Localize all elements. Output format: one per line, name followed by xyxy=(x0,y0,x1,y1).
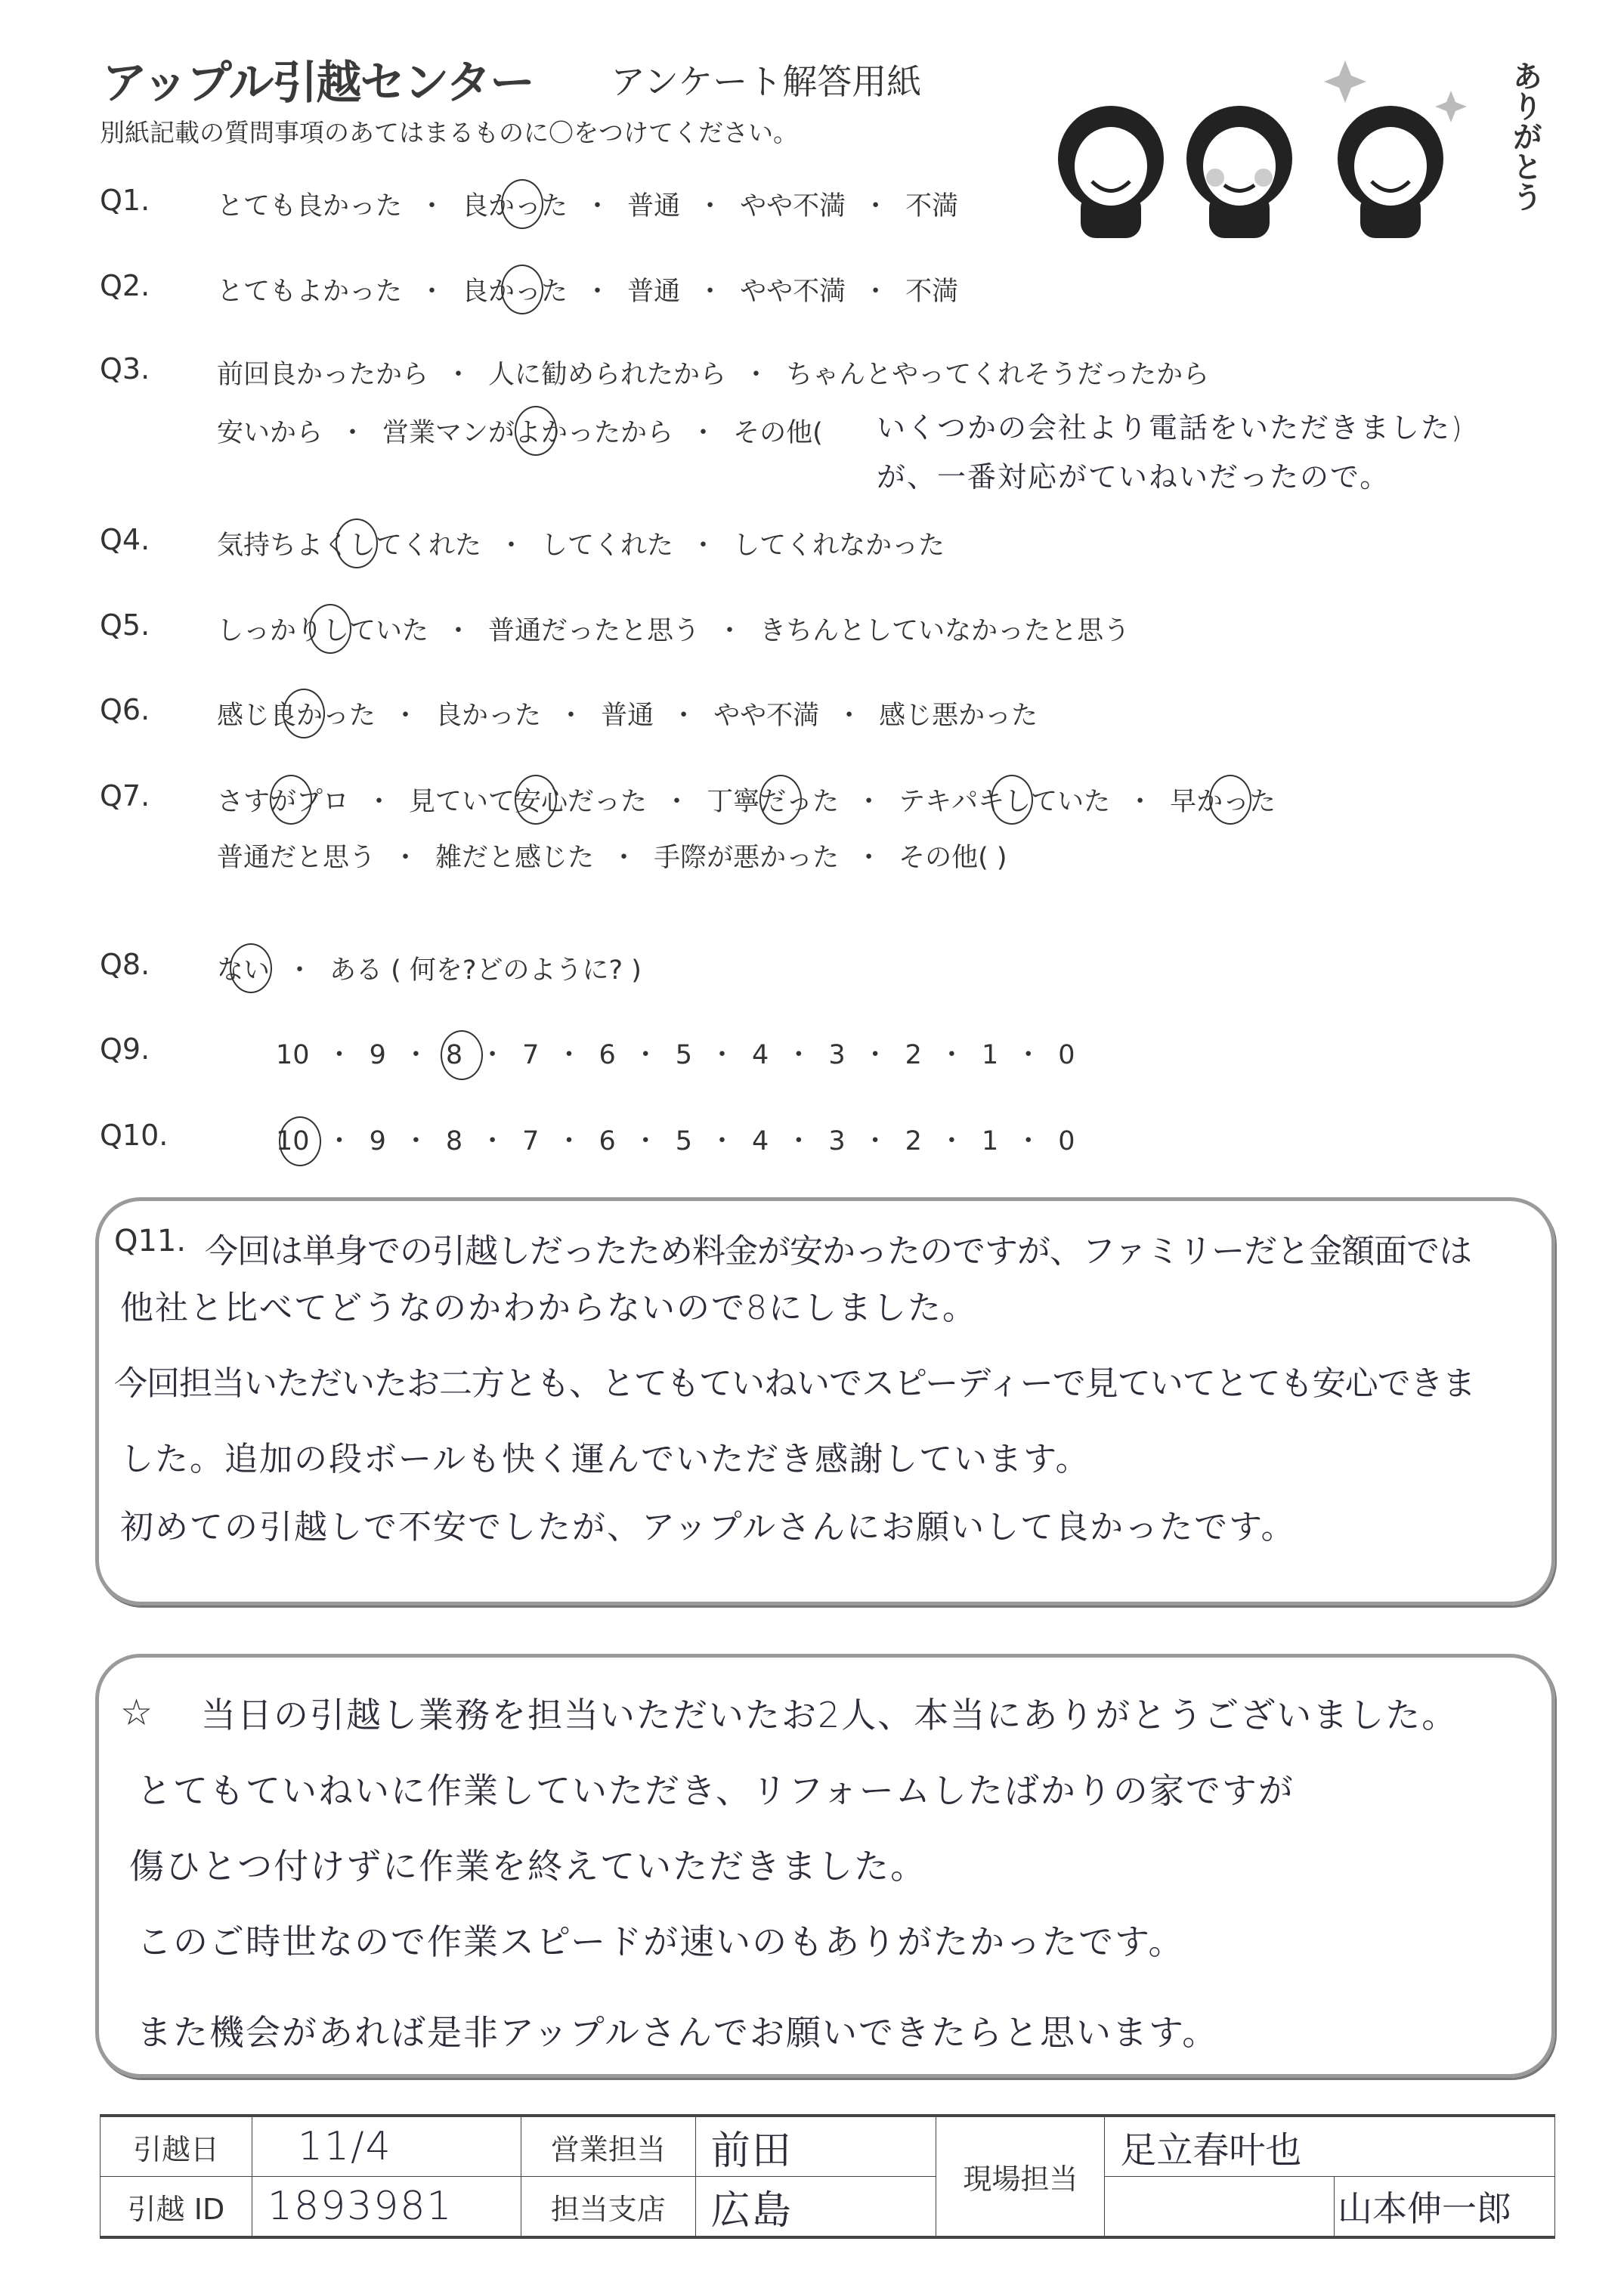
star-icon: ☆ xyxy=(120,1692,153,1734)
option-row xyxy=(217,412,823,450)
separator: ・ xyxy=(419,191,446,221)
option-row xyxy=(217,271,958,308)
branch-value: 広島 xyxy=(695,2177,936,2238)
separator: ・ xyxy=(664,787,691,817)
question-label: Q3. xyxy=(100,352,150,385)
option[interactable]: 3 xyxy=(828,1126,846,1156)
option[interactable]: 普通 xyxy=(627,191,681,221)
option[interactable]: 3 xyxy=(828,1040,846,1070)
separator: ・ xyxy=(555,1126,583,1156)
sales-rep-value: 前田 xyxy=(695,2116,936,2177)
option-row xyxy=(217,354,1209,392)
separator: ・ xyxy=(339,418,367,448)
comment-line: 当日の引越し業務を担当いただいたお2人、本当にありがとうございました。 xyxy=(201,1695,1459,1735)
separator: ・ xyxy=(743,360,770,390)
option[interactable]: 7 xyxy=(522,1040,540,1070)
option[interactable]: してくれた xyxy=(541,531,674,561)
separator: ・ xyxy=(558,701,585,731)
mascot-caption: ありがとう xyxy=(1508,60,1542,212)
option[interactable]: 前回良かったから xyxy=(217,360,429,390)
separator: ・ xyxy=(1127,787,1154,817)
option-row xyxy=(276,1120,1075,1158)
comment-line: とてもていねいに作業していただき、リフォームしたばかりの家ですが xyxy=(137,1770,1295,1811)
q11-line: 今回は単身での引越しだったため料金が安かったのですが、ファミリーだと金額面では xyxy=(205,1232,1472,1271)
separator: ・ xyxy=(697,277,724,307)
separator: ・ xyxy=(1015,1126,1042,1156)
separator: ・ xyxy=(498,531,525,561)
option[interactable]: やや不満 xyxy=(740,277,846,307)
separator: ・ xyxy=(326,1040,353,1070)
q11-line: 今回担当いただいたお二方とも、とてもていねいでスピーディーで見ていてとても安心できま xyxy=(114,1364,1475,1403)
separator: ・ xyxy=(286,955,314,986)
option[interactable]: ちゃんとやってくれそうだったから xyxy=(786,360,1210,390)
separator: ・ xyxy=(785,1126,812,1156)
option[interactable]: ある ( 何を?どのように? ) xyxy=(329,955,642,986)
separator: ・ xyxy=(555,1040,583,1070)
separator: ・ xyxy=(632,1126,659,1156)
option[interactable]: 感じ悪かった xyxy=(879,701,1038,731)
separator: ・ xyxy=(392,701,419,731)
option-row xyxy=(217,949,642,987)
option[interactable]: 4 xyxy=(752,1126,769,1156)
selected-option[interactable]: さすがプロ xyxy=(217,781,349,819)
option[interactable]: 6 xyxy=(599,1040,616,1070)
comment-line: また機会があれば是非アップルさんでお願いできたらと思います。 xyxy=(137,2012,1219,2053)
separator: ・ xyxy=(366,787,393,817)
option[interactable]: 普通だったと思う xyxy=(488,616,701,646)
selected-option[interactable]: 10 xyxy=(276,1126,310,1156)
q11-line: 他社と比べてどうなのかわからないので8にしました。 xyxy=(120,1289,977,1327)
separator: ・ xyxy=(670,701,698,731)
separator: ・ xyxy=(690,418,717,448)
separator: ・ xyxy=(716,616,744,646)
empty-cell xyxy=(1105,2177,1335,2238)
option[interactable]: 0 xyxy=(1058,1040,1075,1070)
field-staff-label: 現場担当 xyxy=(936,2116,1105,2237)
separator: ・ xyxy=(584,277,611,307)
option[interactable]: とても良かった xyxy=(217,191,403,221)
separator: ・ xyxy=(479,1126,506,1156)
mascot-monkeys-illustration xyxy=(1028,45,1481,242)
option[interactable]: 普通だと思う xyxy=(217,843,376,873)
option[interactable]: その他( xyxy=(733,418,823,448)
option[interactable]: 9 xyxy=(369,1126,386,1156)
separator: ・ xyxy=(861,1126,889,1156)
comment-line: このご時世なので作業スピードが速いのもありがたかったです。 xyxy=(137,1921,1185,1962)
branch-label: 担当支店 xyxy=(521,2177,695,2238)
option-row xyxy=(217,695,1038,732)
q11-line: した。追加の段ボールも快く運んでいただき感謝しています。 xyxy=(120,1440,1090,1478)
option[interactable]: 雑だと感じた xyxy=(435,843,595,873)
selected-option[interactable]: しっかりしていた xyxy=(217,610,428,648)
option[interactable]: やや不満 xyxy=(713,701,820,731)
separator: ・ xyxy=(709,1126,736,1156)
option[interactable]: 手際が悪かった xyxy=(654,843,840,873)
option[interactable]: 普通 xyxy=(627,277,681,307)
selected-option[interactable]: 気持ちよくしてくれた xyxy=(217,525,481,562)
selected-option[interactable]: 早かった xyxy=(1170,781,1276,819)
option[interactable]: きちんとしていなかったと思う xyxy=(759,616,1131,646)
option[interactable]: 普通 xyxy=(601,701,654,731)
selected-option[interactable]: 8 xyxy=(445,1040,463,1070)
option[interactable]: 不満 xyxy=(905,191,959,221)
option[interactable]: 6 xyxy=(599,1126,616,1156)
option[interactable]: 0 xyxy=(1058,1126,1075,1156)
separator: ・ xyxy=(690,531,717,561)
option[interactable]: 9 xyxy=(369,1040,386,1070)
option[interactable]: その他( ) xyxy=(899,843,1007,873)
option[interactable]: 良かった xyxy=(435,701,542,731)
separator: ・ xyxy=(611,843,638,873)
selected-option[interactable]: テキパキしていた xyxy=(899,781,1110,819)
selected-option[interactable]: 良かった xyxy=(462,185,568,223)
option[interactable]: やや不満 xyxy=(740,191,846,221)
option[interactable]: してくれなかった xyxy=(733,531,945,561)
question-label: Q5. xyxy=(100,608,150,642)
option[interactable]: 1 xyxy=(981,1040,999,1070)
option[interactable]: 1 xyxy=(981,1126,999,1156)
separator: ・ xyxy=(855,843,883,873)
selected-option[interactable]: 丁寧だった xyxy=(707,781,839,819)
additional-comments-box xyxy=(95,1654,1555,2078)
selected-option[interactable]: 営業マンがよかったから xyxy=(382,412,673,450)
separator: ・ xyxy=(938,1040,965,1070)
question-label: Q6. xyxy=(100,693,150,726)
separator: ・ xyxy=(855,787,883,817)
option[interactable]: 2 xyxy=(905,1126,922,1156)
company-title: アップル引越センター xyxy=(102,57,534,110)
option[interactable]: 不満 xyxy=(905,277,959,307)
question-label: Q9. xyxy=(100,1032,150,1066)
move-date-label: 引越日 xyxy=(101,2116,252,2177)
separator: ・ xyxy=(584,191,611,221)
question-label: Q10. xyxy=(100,1119,169,1152)
option[interactable]: 5 xyxy=(675,1126,693,1156)
field-staff-1: 足立春叶也 xyxy=(1105,2116,1555,2177)
option-row xyxy=(217,781,1276,819)
separator: ・ xyxy=(861,1040,889,1070)
option-row xyxy=(217,185,958,223)
option[interactable]: 安いから xyxy=(217,418,323,448)
option[interactable]: 4 xyxy=(752,1040,769,1070)
separator: ・ xyxy=(836,701,863,731)
question-label: Q1. xyxy=(100,184,150,217)
q11-line: 初めての引越しで不安でしたが、アップルさんにお願いして良かったです。 xyxy=(120,1508,1296,1546)
separator: ・ xyxy=(862,277,889,307)
option[interactable]: 5 xyxy=(675,1040,693,1070)
option[interactable]: 10 xyxy=(276,1040,310,1070)
q11-label: Q11. xyxy=(114,1224,187,1258)
option[interactable]: 7 xyxy=(522,1126,540,1156)
move-info-table xyxy=(100,2114,1555,2239)
option[interactable]: 8 xyxy=(445,1126,463,1156)
separator: ・ xyxy=(785,1040,812,1070)
separator: ・ xyxy=(445,616,472,646)
separator: ・ xyxy=(402,1040,429,1070)
separator: ・ xyxy=(1015,1040,1042,1070)
question-label: Q7. xyxy=(100,779,150,813)
separator: ・ xyxy=(862,191,889,221)
q11-comment-box xyxy=(95,1197,1555,1605)
q3-other-answer-line-1: いくつかの会社より電話をいただきました) xyxy=(877,411,1464,444)
option-row xyxy=(276,1034,1075,1072)
instruction-text: 別紙記載の質問事項のあてはまるものに〇をつけてください。 xyxy=(100,118,798,147)
selected-option[interactable]: ない xyxy=(217,949,270,987)
option-row xyxy=(217,610,1130,648)
question-label: Q4. xyxy=(100,523,150,556)
option[interactable]: とてもよかった xyxy=(217,277,403,307)
separator: ・ xyxy=(709,1040,736,1070)
separator: ・ xyxy=(326,1126,353,1156)
selected-option[interactable]: 感じ良かった xyxy=(217,695,376,732)
selected-option[interactable]: 良かった xyxy=(462,271,568,308)
option-row xyxy=(217,837,1007,875)
sales-rep-label: 営業担当 xyxy=(521,2116,695,2177)
separator: ・ xyxy=(402,1126,429,1156)
separator: ・ xyxy=(392,843,419,873)
option[interactable]: 人に勧められたから xyxy=(488,360,727,390)
separator: ・ xyxy=(632,1040,659,1070)
separator: ・ xyxy=(938,1126,965,1156)
selected-option[interactable]: 見ていて安心だった xyxy=(409,781,647,819)
separator: ・ xyxy=(419,277,446,307)
comment-line: 傷ひとつ付けずに作業を終えていただきました。 xyxy=(129,1846,927,1887)
move-date-value: 11/4 xyxy=(252,2116,521,2177)
separator: ・ xyxy=(479,1040,506,1070)
form-subtitle: アンケート解答用紙 xyxy=(611,61,922,102)
separator: ・ xyxy=(697,191,724,221)
option[interactable]: 2 xyxy=(905,1040,922,1070)
question-label: Q8. xyxy=(100,948,150,981)
move-id-value: 1893981 xyxy=(252,2177,521,2238)
field-staff-2: 山本伸一郎 xyxy=(1335,2177,1555,2238)
separator: ・ xyxy=(445,360,472,390)
option-row xyxy=(217,525,945,562)
q3-other-answer-line-2: が、一番対応がていねいだったので。 xyxy=(877,460,1390,494)
move-id-label: 引越 ID xyxy=(101,2177,252,2238)
question-label: Q2. xyxy=(100,269,150,302)
